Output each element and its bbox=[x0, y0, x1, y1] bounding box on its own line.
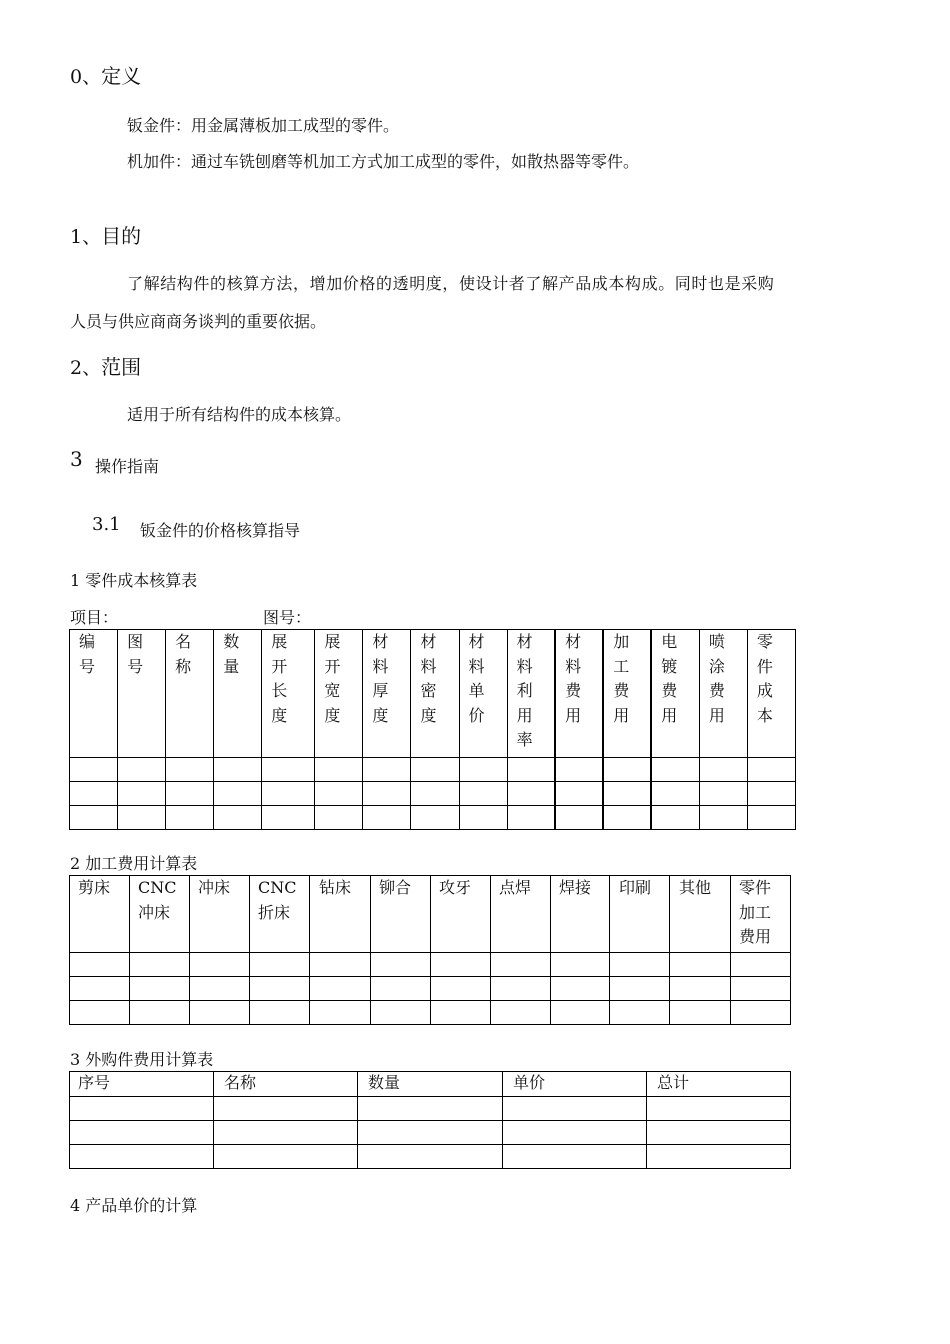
table-cell[interactable] bbox=[250, 977, 310, 1001]
table-cell[interactable] bbox=[551, 977, 610, 1001]
table-cell[interactable] bbox=[262, 782, 315, 806]
table-cell[interactable] bbox=[699, 758, 747, 782]
table-cell[interactable] bbox=[371, 1001, 431, 1025]
table-cell[interactable] bbox=[166, 782, 214, 806]
table-cell[interactable] bbox=[262, 806, 315, 830]
table-cell[interactable] bbox=[358, 1121, 503, 1145]
table-cell[interactable] bbox=[250, 1001, 310, 1025]
table-cell[interactable] bbox=[610, 953, 670, 977]
table3-header: 单价 bbox=[503, 1072, 647, 1097]
table2-header: 点焊 bbox=[491, 876, 551, 953]
table1-header: 材料厚度 bbox=[363, 630, 411, 758]
table1-caption: 1 零件成本核算表 bbox=[70, 571, 198, 590]
table-cell[interactable] bbox=[363, 782, 411, 806]
table1-project-label: 项目： bbox=[70, 608, 119, 627]
table-cell[interactable] bbox=[310, 1001, 371, 1025]
table3-header: 名称 bbox=[214, 1072, 358, 1097]
table1-header: 材料单价 bbox=[459, 630, 507, 758]
table-cell[interactable] bbox=[647, 1145, 791, 1169]
section-4-caption: 4 产品单价的计算 bbox=[70, 1196, 198, 1215]
table-cell[interactable] bbox=[130, 977, 190, 1001]
table-row bbox=[70, 806, 796, 830]
table1-header: 展开长度 bbox=[262, 630, 315, 758]
table-row bbox=[70, 1001, 791, 1025]
table-cell[interactable] bbox=[747, 782, 795, 806]
table-cell[interactable] bbox=[670, 977, 731, 1001]
table-cell[interactable] bbox=[731, 1001, 791, 1025]
section-2-heading bbox=[70, 351, 141, 380]
table-cell[interactable] bbox=[603, 758, 651, 782]
table-cell[interactable] bbox=[610, 1001, 670, 1025]
section-3-1-title: 钣金件的价格核算指导 bbox=[140, 521, 301, 540]
table-cell[interactable] bbox=[731, 977, 791, 1001]
table-cell[interactable] bbox=[603, 782, 651, 806]
table1-header: 名称 bbox=[166, 630, 214, 758]
table-cell[interactable] bbox=[214, 1145, 358, 1169]
table-row bbox=[70, 1145, 791, 1169]
table2-header: CNC 冲床 bbox=[130, 876, 190, 953]
scope-text: 适用于所有结构件的成本核算。 bbox=[127, 405, 352, 424]
table-cell[interactable] bbox=[411, 806, 459, 830]
processing-cost-table bbox=[69, 875, 791, 1025]
table2-header: 焊接 bbox=[551, 876, 610, 953]
table-cell[interactable] bbox=[118, 806, 166, 830]
table-row bbox=[70, 1097, 791, 1121]
table3-header-row bbox=[70, 1072, 791, 1097]
table1-header: 加工费用 bbox=[603, 630, 651, 758]
table-cell[interactable] bbox=[491, 1001, 551, 1025]
table1-header: 材料费用 bbox=[555, 630, 603, 758]
table-cell[interactable] bbox=[70, 977, 130, 1001]
table-cell[interactable] bbox=[315, 782, 363, 806]
table-cell[interactable] bbox=[214, 782, 262, 806]
section-1-number: 1、 bbox=[70, 226, 102, 248]
table-cell[interactable] bbox=[503, 1145, 647, 1169]
purchased-parts-table bbox=[69, 1071, 791, 1169]
table2-header: 剪床 bbox=[70, 876, 130, 953]
table2-header: CNC 折床 bbox=[250, 876, 310, 953]
table-cell[interactable] bbox=[262, 758, 315, 782]
table-cell[interactable] bbox=[310, 977, 371, 1001]
table-cell[interactable] bbox=[491, 977, 551, 1001]
table1-header-row bbox=[70, 630, 796, 758]
table-cell[interactable] bbox=[315, 806, 363, 830]
section-0-heading bbox=[70, 60, 141, 89]
table-cell[interactable] bbox=[70, 1121, 214, 1145]
purpose-line-2: 人员与供应商商务谈判的重要依据。 bbox=[70, 312, 327, 331]
table1-header: 编号 bbox=[70, 630, 118, 758]
table-cell[interactable] bbox=[411, 758, 459, 782]
table1-header: 喷涂费用 bbox=[699, 630, 747, 758]
table-cell[interactable] bbox=[166, 758, 214, 782]
table-cell[interactable] bbox=[315, 758, 363, 782]
table-cell[interactable] bbox=[670, 1001, 731, 1025]
table-cell[interactable] bbox=[70, 1097, 214, 1121]
table-cell[interactable] bbox=[555, 758, 603, 782]
table-cell[interactable] bbox=[70, 1145, 214, 1169]
table-cell[interactable] bbox=[647, 1121, 791, 1145]
table-cell[interactable] bbox=[190, 1001, 250, 1025]
table-cell[interactable] bbox=[411, 782, 459, 806]
table-cell[interactable] bbox=[431, 953, 491, 977]
table-cell[interactable] bbox=[70, 1001, 130, 1025]
table-cell[interactable] bbox=[70, 782, 118, 806]
table-row bbox=[70, 782, 796, 806]
table-cell[interactable] bbox=[431, 1001, 491, 1025]
table2-caption: 2 加工费用计算表 bbox=[70, 854, 198, 873]
table-cell[interactable] bbox=[166, 806, 214, 830]
table-cell[interactable] bbox=[130, 1001, 190, 1025]
definition-sheet-metal: 钣金件：用金属薄板加工成型的零件。 bbox=[127, 116, 400, 135]
table-cell[interactable] bbox=[70, 758, 118, 782]
table-cell[interactable] bbox=[555, 782, 603, 806]
table2-header: 冲床 bbox=[190, 876, 250, 953]
table2-header: 零件加工费用 bbox=[731, 876, 791, 953]
section-3-number: 3 bbox=[70, 447, 83, 471]
table-cell[interactable] bbox=[371, 977, 431, 1001]
section-1-heading bbox=[70, 220, 141, 249]
table-cell[interactable] bbox=[358, 1097, 503, 1121]
section-3-title: 操作指南 bbox=[95, 457, 160, 476]
table-cell[interactable] bbox=[358, 1145, 503, 1169]
table-cell[interactable] bbox=[747, 806, 795, 830]
table-cell[interactable] bbox=[214, 758, 262, 782]
table-cell[interactable] bbox=[610, 977, 670, 1001]
table-cell[interactable] bbox=[190, 953, 250, 977]
table-cell[interactable] bbox=[651, 782, 699, 806]
table-cell[interactable] bbox=[214, 1121, 358, 1145]
table-cell[interactable] bbox=[507, 806, 555, 830]
table-cell[interactable] bbox=[731, 953, 791, 977]
table2-header-row bbox=[70, 876, 791, 953]
table-cell[interactable] bbox=[503, 1121, 647, 1145]
table2-header: 攻牙 bbox=[431, 876, 491, 953]
section-3-1-number: 3.1 bbox=[92, 514, 121, 535]
section-2-number: 2、 bbox=[70, 357, 102, 379]
table-row bbox=[70, 758, 796, 782]
table1-header: 材料利用率 bbox=[507, 630, 555, 758]
table2-header: 钻床 bbox=[310, 876, 371, 953]
table-row bbox=[70, 953, 791, 977]
table1-drawing-label: 图号： bbox=[263, 608, 312, 627]
table-cell[interactable] bbox=[491, 953, 551, 977]
table-cell[interactable] bbox=[699, 806, 747, 830]
table-cell[interactable] bbox=[363, 758, 411, 782]
table-cell[interactable] bbox=[747, 758, 795, 782]
table3-header: 数量 bbox=[358, 1072, 503, 1097]
table-cell[interactable] bbox=[651, 806, 699, 830]
table-cell[interactable] bbox=[118, 782, 166, 806]
table-cell[interactable] bbox=[670, 953, 731, 977]
section-2-title: 范围 bbox=[101, 355, 142, 379]
part-cost-table bbox=[69, 629, 796, 830]
table-cell[interactable] bbox=[551, 1001, 610, 1025]
table-cell[interactable] bbox=[363, 806, 411, 830]
table1-header: 电镀费用 bbox=[651, 630, 699, 758]
table1-header: 展开宽度 bbox=[315, 630, 363, 758]
table-cell[interactable] bbox=[699, 782, 747, 806]
table-cell[interactable] bbox=[555, 806, 603, 830]
table1-header: 零件成本 bbox=[747, 630, 795, 758]
table-cell[interactable] bbox=[118, 758, 166, 782]
section-1-title: 目的 bbox=[101, 224, 142, 248]
table-cell[interactable] bbox=[310, 953, 371, 977]
table-row bbox=[70, 977, 791, 1001]
table1-header: 数量 bbox=[214, 630, 262, 758]
table2-header: 其他 bbox=[670, 876, 731, 953]
table3-header: 总计 bbox=[647, 1072, 791, 1097]
section-0-number: 0、 bbox=[70, 66, 102, 88]
table-cell[interactable] bbox=[70, 953, 130, 977]
section-0-title: 定义 bbox=[101, 64, 142, 88]
table-cell[interactable] bbox=[647, 1097, 791, 1121]
table-cell[interactable] bbox=[503, 1097, 647, 1121]
table-cell[interactable] bbox=[603, 806, 651, 830]
table-cell[interactable] bbox=[651, 758, 699, 782]
table-cell[interactable] bbox=[459, 806, 507, 830]
table3-header: 序号 bbox=[70, 1072, 214, 1097]
table2-header: 印刷 bbox=[610, 876, 670, 953]
table-row bbox=[70, 1121, 791, 1145]
table-cell[interactable] bbox=[70, 806, 118, 830]
table1-header: 材料密度 bbox=[411, 630, 459, 758]
table3-caption: 3 外购件费用计算表 bbox=[70, 1050, 214, 1069]
table-cell[interactable] bbox=[507, 758, 555, 782]
table-cell[interactable] bbox=[551, 953, 610, 977]
table-cell[interactable] bbox=[431, 977, 491, 1001]
table-cell[interactable] bbox=[190, 977, 250, 1001]
table2-header: 铆合 bbox=[371, 876, 431, 953]
purpose-line-1: 了解结构件的核算方法，增加价格的透明度，使设计者了解产品成本构成。同时也是采购 bbox=[127, 274, 775, 293]
table-cell[interactable] bbox=[214, 1097, 358, 1121]
table1-header: 图号 bbox=[118, 630, 166, 758]
table-cell[interactable] bbox=[214, 806, 262, 830]
table-cell[interactable] bbox=[459, 758, 507, 782]
table-cell[interactable] bbox=[130, 953, 190, 977]
table-cell[interactable] bbox=[459, 782, 507, 806]
table-cell[interactable] bbox=[250, 953, 310, 977]
definition-machined: 机加件：通过车铣刨磨等机加工方式加工成型的零件，如散热器等零件。 bbox=[127, 152, 640, 171]
table-cell[interactable] bbox=[371, 953, 431, 977]
table-cell[interactable] bbox=[507, 782, 555, 806]
